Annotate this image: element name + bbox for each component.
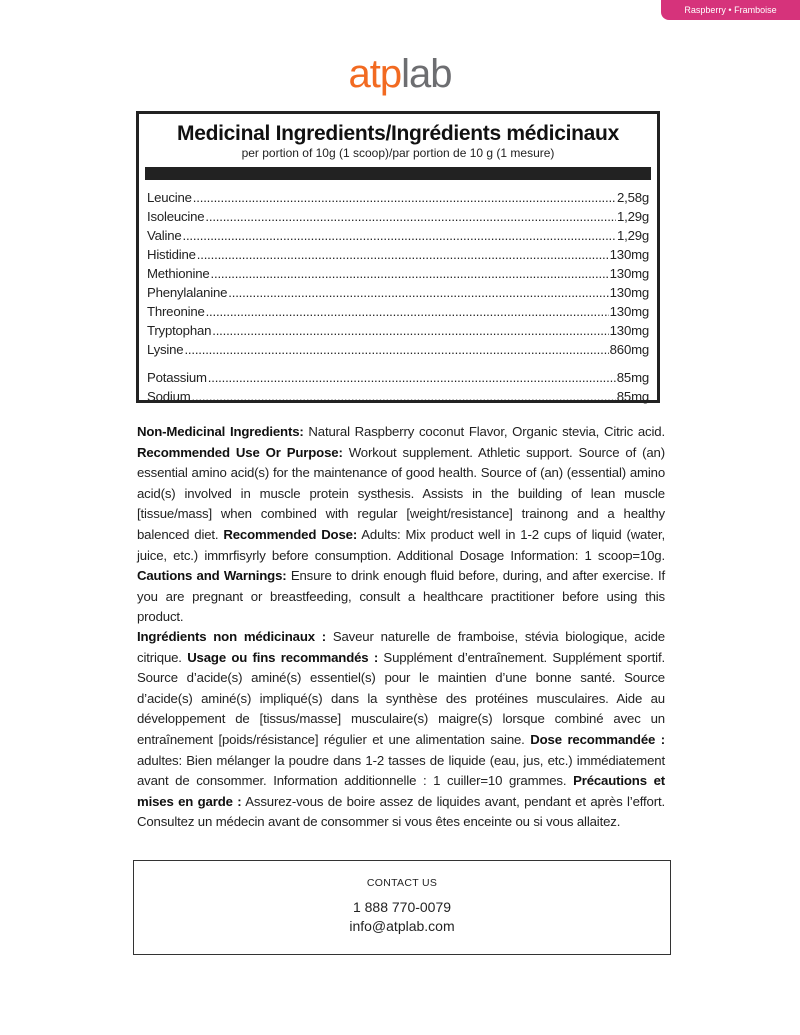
ingredient-amount: 130mg bbox=[609, 304, 649, 319]
ingredient-name: Sodium bbox=[147, 389, 191, 404]
ingredient-amount: 85mg bbox=[616, 389, 649, 404]
ingredient-amount: 130mg bbox=[609, 247, 649, 262]
logo-atp: atp bbox=[348, 52, 402, 96]
flavor-tag: Raspberry • Framboise bbox=[661, 0, 800, 20]
dose-label-en: Recommended Dose: bbox=[223, 526, 358, 542]
ingredient-group-gap bbox=[147, 359, 649, 368]
contact-phone[interactable]: 1 888 770-0079 bbox=[352, 899, 452, 915]
use-text-fr: Supplément d’entraînement. Supplément sportif. Source d’acide(s) aminé(s) essentiel(s) pour le maintien d’une bonne santé. Source d’acide(s) aminé(s) impliqué(s) dans la synthèse des protéines musculaires. Aide au développement de [tissus/masse] musculaire(s) maigre(s) lorsque combiné avec un entraînement [poids/résistance] régulier et une alimentation saine. bbox=[137, 649, 665, 747]
french-description bbox=[137, 627, 665, 833]
medicinal-divider-bar bbox=[145, 167, 651, 180]
nmi-label-en: Non-Medicinal Ingredients: bbox=[137, 424, 304, 439]
ingredient-name: Threonine bbox=[147, 304, 205, 319]
leader-dots bbox=[184, 340, 608, 359]
ingredient-amount: 860mg bbox=[609, 342, 649, 357]
dose-text-en: Adults: Mix product well in 1-2 cups of liquid (water, juice, etc.) immrfisyrly before consumption. Additional Dosage Information: 1 scoop=10g. bbox=[137, 526, 665, 563]
use-text-en: Workout supplement. Athletic support. Source of (an) essential amino acid(s) for the maintenance of good health. Source of (an) (essential) amino acid(s) involved in muscle protein systhesis. Assists in the building of lean muscle [tissue/mass] when combined with regular [weight/resistance] trainong and a healthy balenced diet. bbox=[137, 444, 665, 542]
ingredient-name: Potassium bbox=[147, 370, 207, 385]
leader-dots bbox=[182, 226, 616, 245]
ingredient-row bbox=[147, 368, 649, 387]
caution-label-fr: Précautions et mises en garde : bbox=[137, 773, 665, 809]
nmi-text-en: Natural Raspberry coconut Flavor, Organic stevia, Citric acid. bbox=[303, 424, 665, 439]
ingredient-name: Leucine bbox=[147, 190, 192, 205]
ingredient-name: Valine bbox=[147, 228, 182, 243]
leader-dots bbox=[212, 321, 608, 340]
ingredient-amount: 130mg bbox=[609, 323, 649, 338]
leader-dots bbox=[192, 387, 616, 406]
medicinal-subtitle: per portion of 10g (1 scoop)/par portion de 10 g (1 mesure) bbox=[241, 146, 555, 160]
ingredient-amount: 130mg bbox=[609, 266, 649, 281]
leader-dots bbox=[205, 207, 616, 226]
ingredient-row bbox=[147, 264, 649, 283]
english-description bbox=[137, 422, 665, 628]
leader-dots bbox=[208, 368, 616, 387]
medicinal-ingredients-box bbox=[136, 111, 660, 403]
leader-dots bbox=[197, 245, 609, 264]
logo-lab: lab bbox=[401, 52, 452, 96]
caution-text-en: Ensure to drink enough fluid before, during, and after exercise. If you are pregnant or breastfeeding, consult a healthcare practitioner before using this product. bbox=[137, 568, 665, 625]
ingredient-row bbox=[147, 302, 649, 321]
ingredient-row bbox=[147, 226, 649, 245]
ingredient-amount: 130mg bbox=[609, 285, 649, 300]
contact-title: CONTACT US bbox=[366, 877, 438, 889]
ingredient-row bbox=[147, 321, 649, 340]
brand-logo bbox=[0, 50, 800, 98]
ingredient-row bbox=[147, 245, 649, 264]
caution-label-en: Cautions and Warnings: bbox=[137, 568, 287, 584]
dose-text-fr: adultes: Bien mélanger la poudre dans 1-2 tasses de liquide (eau, jus, etc.) immédiatement avant de consommer. Information additionnelle : 1 cuiller=10 grammes. bbox=[137, 752, 665, 789]
ingredient-name: Lysine bbox=[147, 342, 184, 357]
ingredient-name: Tryptophan bbox=[147, 323, 212, 338]
leader-dots bbox=[228, 283, 608, 302]
dose-label-fr: Dose recommandée : bbox=[530, 731, 665, 747]
leader-dots bbox=[211, 264, 609, 283]
use-label-fr: Usage ou fins recommandés : bbox=[187, 649, 379, 665]
ingredient-row bbox=[147, 283, 649, 302]
contact-box bbox=[133, 860, 671, 955]
ingredient-list bbox=[147, 188, 649, 406]
ingredient-amount: 1,29g bbox=[616, 228, 649, 243]
nmi-label-fr: Ingrédients non médicinaux : bbox=[137, 629, 326, 644]
ingredient-row bbox=[147, 188, 649, 207]
ingredient-amount: 2,58g bbox=[616, 190, 649, 205]
ingredient-row bbox=[147, 207, 649, 226]
use-label-en: Recommended Use Or Purpose: bbox=[137, 444, 343, 460]
ingredient-row bbox=[147, 387, 649, 406]
ingredient-amount: 85mg bbox=[616, 370, 649, 385]
contact-email[interactable]: info@atplab.com bbox=[349, 918, 455, 934]
nmi-text-fr: Saveur naturelle de framboise, stévia biologique, acide citrique. bbox=[137, 629, 665, 665]
ingredient-name: Histidine bbox=[147, 247, 196, 262]
medicinal-title: Medicinal Ingredients/Ingrédients médicinaux bbox=[177, 122, 619, 145]
leader-dots bbox=[206, 302, 609, 321]
ingredient-name: Methionine bbox=[147, 266, 210, 281]
ingredient-row bbox=[147, 340, 649, 359]
ingredient-name: Phenylalanine bbox=[147, 285, 228, 300]
ingredient-name: Isoleucine bbox=[147, 209, 205, 224]
caution-text-fr: Assurez-vous de boire assez de liquides avant, pendant et après l’effort. Consultez un médecin avant de consommer si vous êtes enceinte ou si vous allaitez. bbox=[137, 793, 665, 830]
ingredient-amount: 1,29g bbox=[616, 209, 649, 224]
leader-dots bbox=[193, 188, 616, 207]
